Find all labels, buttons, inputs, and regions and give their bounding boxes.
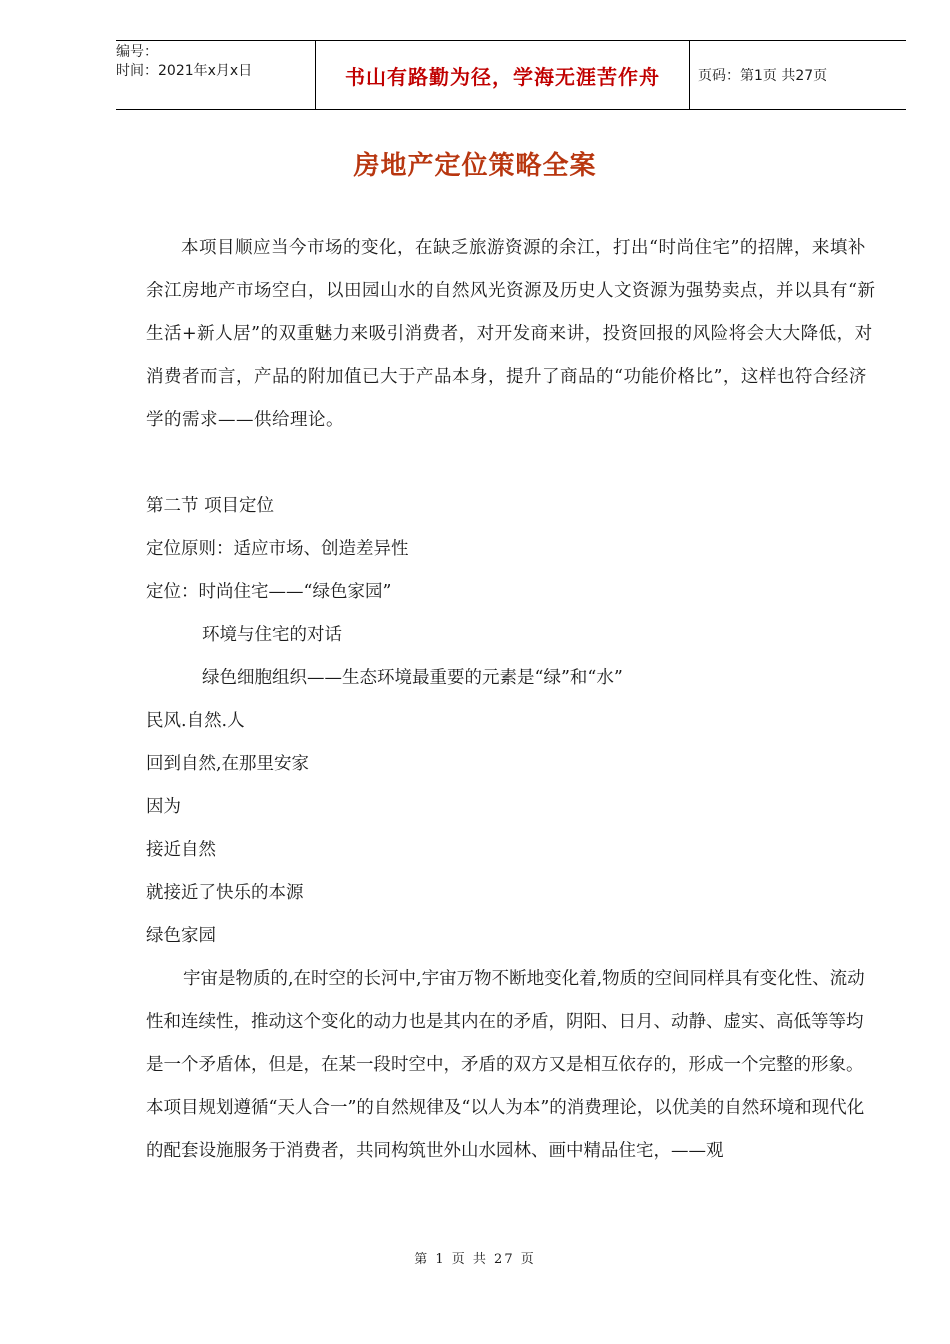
page-header [116, 40, 906, 110]
poem-line: 绿色家园 [146, 926, 216, 946]
planning-paragraph: 本项目规划遵循“天人合一”的自然规律及“以人为本”的消费理论，以优美的自然环境和现代化的配套设施服务于消费者，共同构筑世外山水园林、画中精品住宅，——观 [146, 1098, 865, 1161]
poem-line: 接近自然 [146, 840, 216, 860]
document-title: 房地产定位策略全案 [353, 151, 597, 181]
document-meta [116, 41, 316, 109]
document-date: 时间：2021年x月x日 [116, 63, 253, 79]
poem-line: 就接近了快乐的本源 [146, 883, 304, 903]
section-heading: 第二节 项目定位 [146, 496, 275, 516]
header-slogan: 书山有路勤为径，学海无涯苦作舟 [316, 41, 690, 109]
positioning-statement: 定位：时尚住宅——“绿色家园” [146, 582, 392, 602]
poem-line: 回到自然,在那里安家 [146, 754, 310, 774]
header-page-info: 页码：第1页 共27页 [698, 68, 828, 84]
subtitle-dialogue: 环境与住宅的对话 [202, 625, 342, 645]
poem-line: 民风.自然.人 [146, 711, 245, 731]
intro-paragraph: 本项目顺应当今市场的变化，在缺乏旅游资源的余江，打出“时尚住宅”的招牌，来填补余江房地产市场空白，以田园山水的自然风光资源及历史人文资源为强势卖点，并以具有“新生活+新人居”的双重魅力来吸引消费者，对开发商来讲，投资回报的风险将会大大降低，对消费者而言，产品的附加值已大于产品本身，提升了商品的“功能价格比”，这样也符合经济学的需求——供给理论。 [146, 238, 876, 430]
page-footer: 第 1 页 共 27 页 [414, 1252, 536, 1267]
positioning-principle: 定位原则：适应市场、创造差异性 [146, 539, 409, 559]
document-body [146, 227, 876, 1173]
universe-paragraph: 宇宙是物质的,在时空的长河中,宇宙万物不断地变化着,物质的空间同样具有变化性、流动性和连续性，推动这个变化的动力也是其内在的矛盾，阴阳、日月、动静、虚实、高低等等均是一个矛盾体，但是，在某一段时空中，矛盾的双方又是相互依存的，形成一个完整的形象。 [146, 969, 865, 1075]
poem-line: 因为 [146, 797, 181, 817]
subtitle-green-cell: 绿色细胞组织——生态环境最重要的元素是“绿”和“水” [202, 668, 623, 688]
spacer [146, 442, 876, 485]
document-number: 编号： [116, 44, 158, 60]
